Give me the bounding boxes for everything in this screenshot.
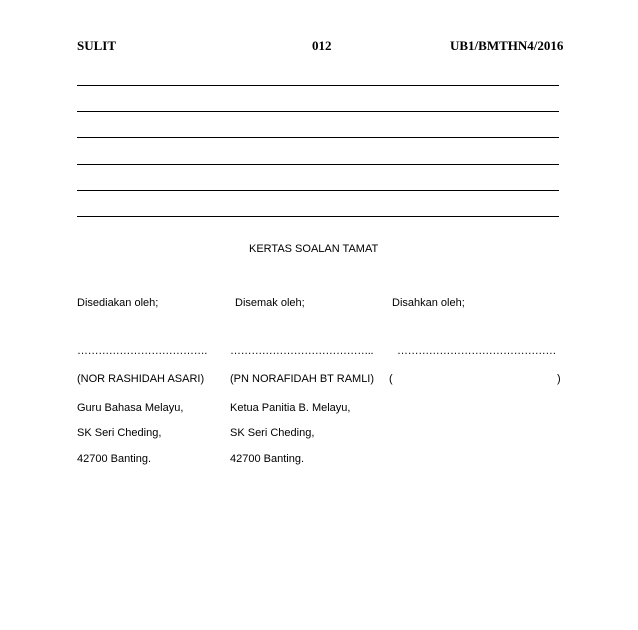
checked-by-address: 42700 Banting. <box>230 453 305 465</box>
prepared-by-label: Disediakan oleh; <box>77 297 159 309</box>
approved-by-name-close: ) <box>557 373 561 385</box>
checked-by-school: SK Seri Cheding, <box>230 427 315 439</box>
prepared-by-title: Guru Bahasa Melayu, <box>77 402 184 414</box>
answer-line-6 <box>77 216 559 217</box>
checked-by-label: Disemak oleh; <box>235 297 305 309</box>
answer-line-1 <box>77 85 559 86</box>
checked-by-signature-line: ………………………………….. <box>230 345 374 357</box>
header-paper-code: 012 <box>312 38 332 53</box>
checked-by-name: (PN NORAFIDAH BT RAMLI) <box>230 373 375 385</box>
approved-by-name-open: ( <box>389 373 393 385</box>
approved-by-label: Disahkan oleh; <box>392 297 465 309</box>
answer-line-5 <box>77 190 559 191</box>
prepared-by-address: 42700 Banting. <box>77 453 152 465</box>
checked-by-title: Ketua Panitia B. Melayu, <box>230 402 351 414</box>
answer-line-4 <box>77 164 559 165</box>
prepared-by-school: SK Seri Cheding, <box>77 427 162 439</box>
header-paper-id: UB1/BMTHN4/2016 <box>450 38 564 53</box>
header-left-label: SULIT <box>77 38 117 53</box>
prepared-by-signature-line: ………………………………. <box>77 345 207 357</box>
answer-line-3 <box>77 137 559 138</box>
end-of-paper-notice: KERTAS SOALAN TAMAT <box>249 243 379 255</box>
answer-line-2 <box>77 111 559 112</box>
prepared-by-name: (NOR RASHIDAH ASARI) <box>77 373 205 385</box>
approved-by-signature-line: ……………………………………… <box>397 345 557 357</box>
